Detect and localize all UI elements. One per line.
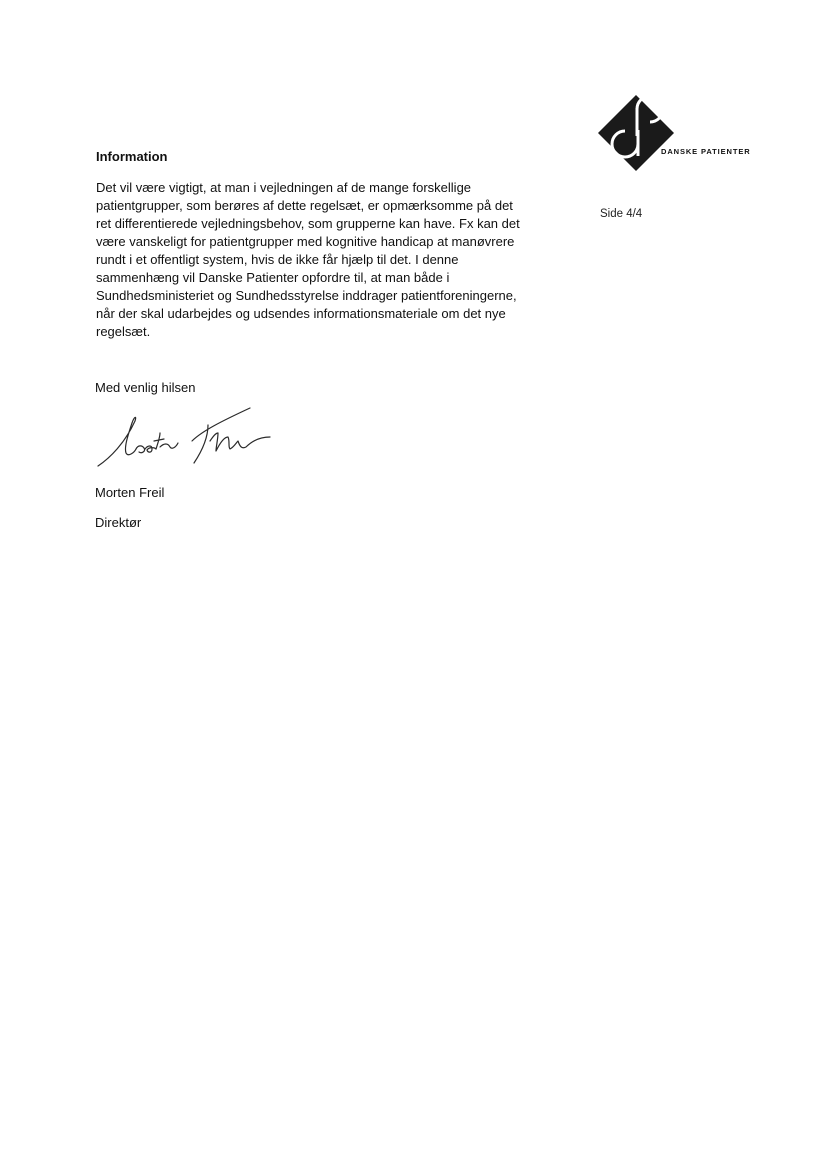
closing-greeting: Med venlig hilsen (95, 380, 196, 395)
body-line: Sundhedsministeriet og Sundhedsstyrelse inddrager patientforeningerne, (96, 288, 517, 303)
body-paragraph (96, 179, 541, 341)
section-heading: Information (96, 149, 168, 164)
body-line: sammenhæng vil Danske Patienter opfordre til, at man både i (96, 270, 450, 285)
body-line: ret differentierede vejledningsbehov, som grupperne kan have. Fx kan det (96, 216, 520, 231)
body-line: patientgrupper, som berøres af dette regelsæt, er opmærksomme på det (96, 198, 513, 213)
body-line: være vanskeligt for patientgrupper med kognitive handicap at manøvrere (96, 234, 515, 249)
body-line: når der skal udarbejdes og udsendes informationsmateriale om det nye (96, 306, 506, 321)
signer-name: Morten Freil (95, 485, 165, 500)
body-line: regelsæt. (96, 324, 151, 339)
danske-patienter-logo-icon (597, 94, 675, 172)
logo-text: DANSKE PATIENTER (661, 147, 751, 156)
body-line: rundt i et offentligt system, hvis de ikke får hjælp til det. I denne (96, 252, 459, 267)
body-line: Det vil være vigtigt, at man i vejledningen af de mange forskellige (96, 180, 472, 195)
logo (597, 94, 757, 174)
handwritten-signature (90, 403, 300, 475)
signer-title: Direktør (95, 515, 142, 530)
page-number: Side 4/4 (600, 208, 643, 220)
